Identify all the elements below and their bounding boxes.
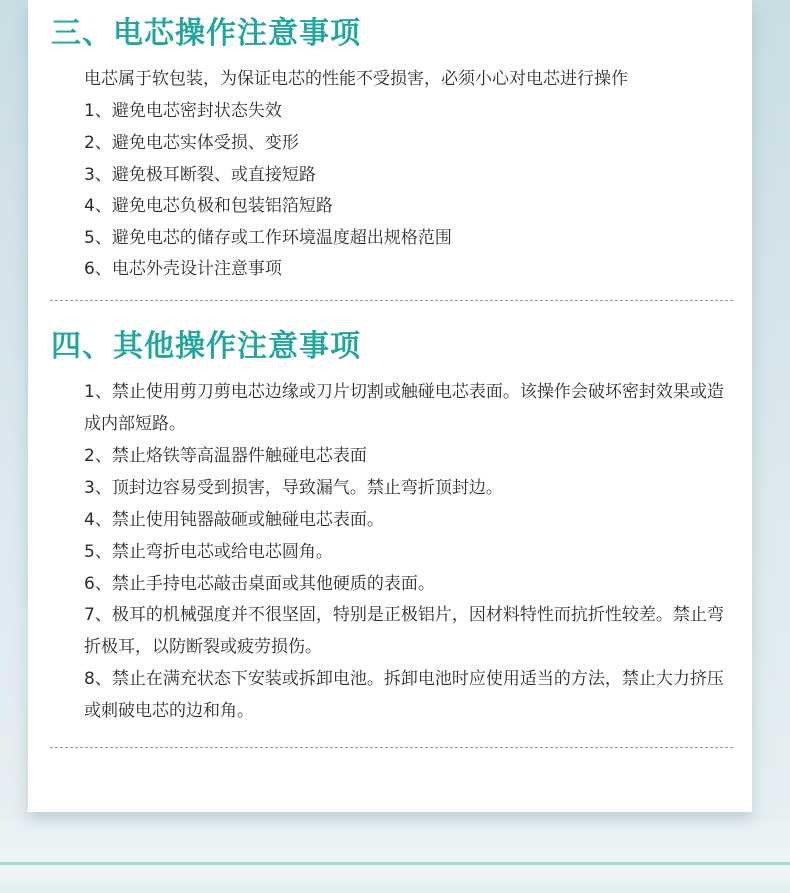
section-4-item: 6、禁止手持电芯敲击桌面或其他硬质的表面。 (84, 574, 435, 594)
section-4-item: 1、禁止使用剪刀剪电芯边缘或刀片切割或触碰电芯表面。该操作会破坏密封效果或造成内部短路。 (84, 382, 724, 434)
section-4-title: 四、其他操作注意事项 (51, 329, 361, 364)
section-4-item: 2、禁止烙铁等高温器件触碰电芯表面 (84, 446, 367, 466)
section-4-item: 7、极耳的机械强度并不很坚固，特别是正极铝片，因材料特性而抗折性较差。禁止弯折极耳，以防断裂或疲劳损伤。 (84, 605, 724, 657)
section-4-item: 4、禁止使用钝器敲砸或触碰电芯表面。 (84, 510, 384, 530)
section-4-item: 5、禁止弯折电芯或给电芯圆角。 (84, 542, 333, 562)
footer-accent-line (0, 862, 790, 865)
section-3-item: 6、电芯外壳设计注意事项 (84, 259, 282, 279)
page-footer-band (0, 820, 790, 893)
section-divider (50, 300, 733, 301)
section-4-item: 8、禁止在满充状态下安装或拆卸电池。拆卸电池时应使用适当的方法，禁止大力挤压或刺破电芯的边和角。 (84, 669, 724, 721)
section-divider (50, 747, 733, 748)
section-3-item: 1、避免电芯密封状态失效 (84, 101, 282, 121)
section-3-item: 3、避免极耳断裂、或直接短路 (84, 165, 316, 185)
section-3-item: 2、避免电芯实体受损、变形 (84, 133, 299, 153)
section-3-title: 三、电芯操作注意事项 (51, 16, 361, 51)
section-4-item: 3、顶封边容易受到损害，导致漏气。禁止弯折顶封边。 (84, 478, 503, 498)
section-3-intro: 电芯属于软包装，为保证电芯的性能不受损害，必须小心对电芯进行操作 (84, 69, 628, 89)
section-3-item: 5、避免电芯的储存或工作环境温度超出规格范围 (84, 228, 452, 248)
section-3-item: 4、避免电芯负极和包装铝箔短路 (84, 196, 333, 216)
content-card (28, 0, 752, 812)
